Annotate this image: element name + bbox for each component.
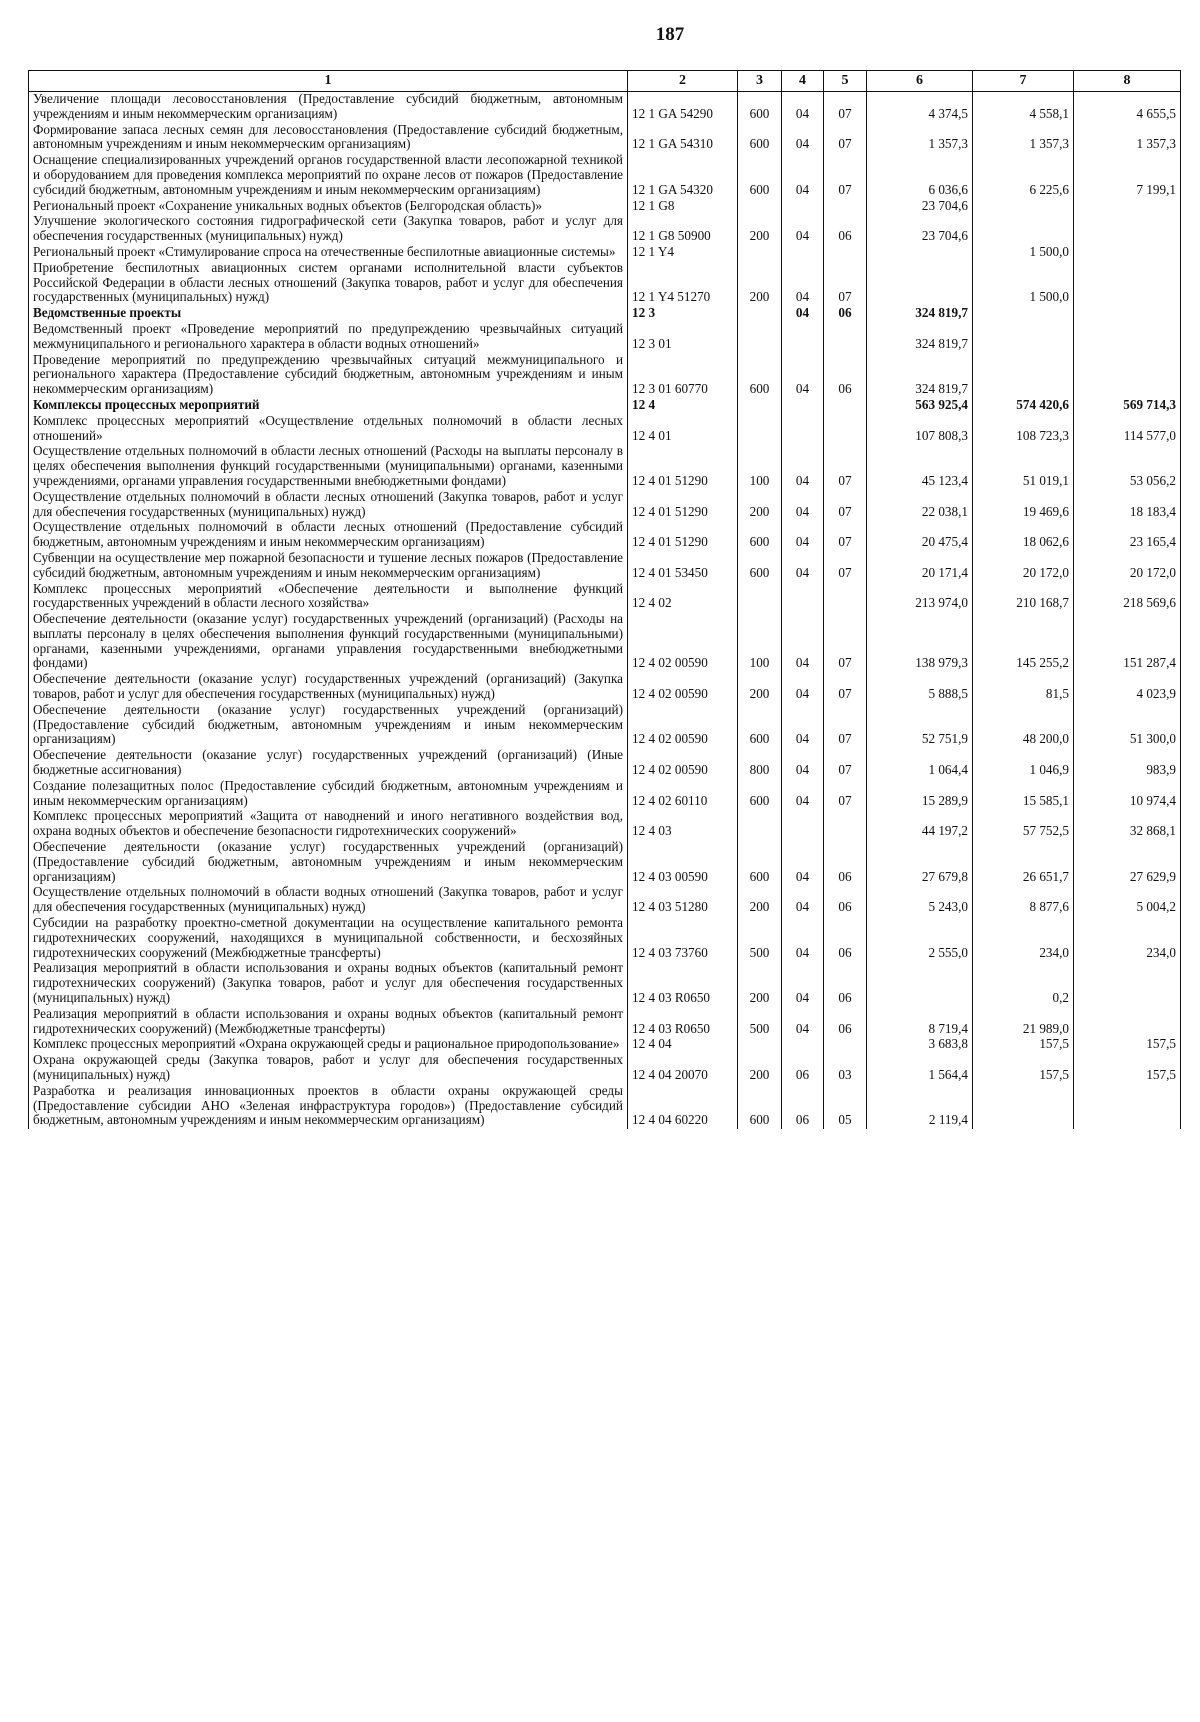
expense-type-cell: 600	[738, 123, 782, 154]
row-name-cell: Ведомственный проект «Проведение мероприятий по предупреждению чрезвычайных ситуаций межмуниципального и регионального характера в области водных отношений»	[29, 322, 628, 353]
subsection-cell: 07	[824, 703, 867, 748]
amount-year-3-cell	[1074, 261, 1181, 306]
target-code-cell: 12 1 G8	[628, 199, 738, 215]
row-name-cell: Субвенции на осуществление мер пожарной безопасности и тушение лесных пожаров (Предоставление субсидий бюджетным, автономным учреждениям и иным некоммерческим организациям)	[29, 551, 628, 582]
target-code-cell: 12 4 01	[628, 414, 738, 445]
amount-year-2-cell: 18 062,6	[973, 520, 1074, 551]
column-header: 4	[782, 71, 824, 92]
amount-year-2-cell: 4 558,1	[973, 92, 1074, 123]
amount-year-2-cell: 20 172,0	[973, 551, 1074, 582]
amount-year-3-cell: 569 714,3	[1074, 398, 1181, 414]
expense-type-cell	[738, 1037, 782, 1053]
amount-year-1-cell: 15 289,9	[867, 779, 973, 810]
table-row	[29, 490, 1181, 521]
target-code-cell: 12 3 01	[628, 322, 738, 353]
row-name-cell: Разработка и реализация инновационных проектов в области охраны окружающей среды (Предоставление субсидии АНО «Зеленая инфраструктура городов») (Предоставление субсидий бюджетным, автономным учреждениям и иным некоммерческим организациям)	[29, 1084, 628, 1129]
section-cell	[782, 398, 824, 414]
amount-year-1-cell: 138 979,3	[867, 612, 973, 672]
amount-year-1-cell: 4 374,5	[867, 92, 973, 123]
amount-year-1-cell: 20 171,4	[867, 551, 973, 582]
subsection-cell: 06	[824, 840, 867, 885]
amount-year-3-cell	[1074, 1084, 1181, 1129]
table-row	[29, 520, 1181, 551]
table-body	[29, 92, 1181, 1130]
table-row	[29, 261, 1181, 306]
section-cell: 04	[782, 92, 824, 123]
subsection-cell: 06	[824, 214, 867, 245]
table-row	[29, 582, 1181, 613]
amount-year-2-cell: 26 651,7	[973, 840, 1074, 885]
expense-type-cell: 600	[738, 153, 782, 198]
amount-year-3-cell: 23 165,4	[1074, 520, 1181, 551]
expense-type-cell: 200	[738, 1053, 782, 1084]
expense-type-cell: 600	[738, 703, 782, 748]
amount-year-2-cell	[973, 353, 1074, 398]
amount-year-2-cell: 1 357,3	[973, 123, 1074, 154]
amount-year-2-cell	[973, 322, 1074, 353]
amount-year-1-cell: 6 036,6	[867, 153, 973, 198]
subsection-cell: 07	[824, 490, 867, 521]
target-code-cell: 12 4 04	[628, 1037, 738, 1053]
target-code-cell: 12 1 Y4 51270	[628, 261, 738, 306]
amount-year-2-cell: 51 019,1	[973, 444, 1074, 489]
table-row	[29, 612, 1181, 672]
subsection-cell: 07	[824, 153, 867, 198]
expense-type-cell: 500	[738, 916, 782, 961]
section-cell: 04	[782, 612, 824, 672]
row-name-cell: Обеспечение деятельности (оказание услуг) государственных учреждений (организаций) (Расходы на выплаты персоналу в целях обеспечения выполнения функций государственными (муниципальными) органами, казенными учреждениями, органами управления государственными внебюджетными фондами)	[29, 612, 628, 672]
amount-year-2-cell: 57 752,5	[973, 809, 1074, 840]
section-cell: 04	[782, 703, 824, 748]
amount-year-2-cell: 574 420,6	[973, 398, 1074, 414]
column-header: 6	[867, 71, 973, 92]
table-row	[29, 1007, 1181, 1038]
row-name-cell: Оснащение специализированных учреждений органов государственной власти лесопожарной техникой и оборудованием для проведения комплекса мероприятий по охране лесов от пожаров (Предоставление субсидий бюджетным, автономным учреждениям и иным некоммерческим организациям)	[29, 153, 628, 198]
amount-year-1-cell: 324 819,7	[867, 353, 973, 398]
table-row	[29, 840, 1181, 885]
amount-year-1-cell: 2 119,4	[867, 1084, 973, 1129]
amount-year-1-cell: 563 925,4	[867, 398, 973, 414]
row-name-cell: Комплексы процессных мероприятий	[29, 398, 628, 414]
section-cell	[782, 199, 824, 215]
subsection-cell: 06	[824, 885, 867, 916]
row-name-cell: Создание полезащитных полос (Предоставление субсидий бюджетным, автономным учреждениям и иным некоммерческим организациям)	[29, 779, 628, 810]
row-name-cell: Обеспечение деятельности (оказание услуг) государственных учреждений (организаций) (Предоставление субсидий бюджетным, автономным учреждениям и иным некоммерческим организациям)	[29, 703, 628, 748]
amount-year-1-cell: 27 679,8	[867, 840, 973, 885]
subsection-cell	[824, 398, 867, 414]
expense-type-cell: 200	[738, 885, 782, 916]
amount-year-3-cell: 32 868,1	[1074, 809, 1181, 840]
section-cell	[782, 322, 824, 353]
amount-year-2-cell: 1 046,9	[973, 748, 1074, 779]
amount-year-1-cell: 44 197,2	[867, 809, 973, 840]
section-cell	[782, 582, 824, 613]
amount-year-1-cell: 5 888,5	[867, 672, 973, 703]
subsection-cell: 05	[824, 1084, 867, 1129]
amount-year-3-cell: 20 172,0	[1074, 551, 1181, 582]
target-code-cell: 12 1 Y4	[628, 245, 738, 261]
subsection-cell	[824, 1037, 867, 1053]
target-code-cell: 12 4 01 53450	[628, 551, 738, 582]
amount-year-2-cell	[973, 199, 1074, 215]
row-name-cell: Осуществление отдельных полномочий в области лесных отношений (Предоставление субсидий бюджетным, автономным учреждениям и иным некоммерческим организациям)	[29, 520, 628, 551]
section-cell: 04	[782, 353, 824, 398]
section-cell: 04	[782, 748, 824, 779]
expense-type-cell	[738, 199, 782, 215]
amount-year-3-cell	[1074, 245, 1181, 261]
amount-year-3-cell: 983,9	[1074, 748, 1181, 779]
budget-table	[28, 70, 1181, 1129]
expense-type-cell	[738, 398, 782, 414]
section-cell: 04	[782, 306, 824, 322]
row-name-cell: Осуществление отдельных полномочий в области лесных отношений (Расходы на выплаты персоналу в целях обеспечения выполнения функций государственными (муниципальными) органами, казенными учреждениями, органами управления государственными внебюджетными фондами)	[29, 444, 628, 489]
amount-year-3-cell: 1 357,3	[1074, 123, 1181, 154]
target-code-cell: 12 4 04 60220	[628, 1084, 738, 1129]
amount-year-2-cell: 0,2	[973, 961, 1074, 1006]
amount-year-3-cell: 4 023,9	[1074, 672, 1181, 703]
subsection-cell	[824, 809, 867, 840]
target-code-cell: 12 3	[628, 306, 738, 322]
subsection-cell	[824, 582, 867, 613]
target-code-cell: 12 4 01 51290	[628, 490, 738, 521]
amount-year-2-cell: 108 723,3	[973, 414, 1074, 445]
table-row	[29, 1084, 1181, 1129]
section-cell: 04	[782, 123, 824, 154]
amount-year-1-cell: 324 819,7	[867, 322, 973, 353]
subsection-cell	[824, 414, 867, 445]
expense-type-cell	[738, 322, 782, 353]
expense-type-cell	[738, 582, 782, 613]
table-row	[29, 703, 1181, 748]
section-cell: 04	[782, 261, 824, 306]
expense-type-cell	[738, 809, 782, 840]
table-row	[29, 809, 1181, 840]
section-cell: 06	[782, 1084, 824, 1129]
table-row	[29, 779, 1181, 810]
amount-year-3-cell: 5 004,2	[1074, 885, 1181, 916]
table-row	[29, 214, 1181, 245]
row-name-cell: Комплекс процессных мероприятий «Обеспечение деятельности и выполнение функций государственных учреждений в области лесного хозяйства»	[29, 582, 628, 613]
amount-year-1-cell: 20 475,4	[867, 520, 973, 551]
expense-type-cell: 600	[738, 840, 782, 885]
row-name-cell: Формирование запаса лесных семян для лесовосстановления (Предоставление субсидий бюджетным, автономным учреждениям и иным некоммерческим организациям)	[29, 123, 628, 154]
expense-type-cell: 600	[738, 779, 782, 810]
section-cell: 04	[782, 490, 824, 521]
target-code-cell: 12 4 03 73760	[628, 916, 738, 961]
subsection-cell: 03	[824, 1053, 867, 1084]
table-row	[29, 885, 1181, 916]
amount-year-2-cell: 157,5	[973, 1053, 1074, 1084]
amount-year-3-cell: 18 183,4	[1074, 490, 1181, 521]
subsection-cell: 07	[824, 92, 867, 123]
row-name-cell: Осуществление отдельных полномочий в области водных отношений (Закупка товаров, работ и услуг для обеспечения государственных (муниципальных) нужд)	[29, 885, 628, 916]
amount-year-3-cell	[1074, 322, 1181, 353]
expense-type-cell: 200	[738, 490, 782, 521]
column-header: 5	[824, 71, 867, 92]
table-row	[29, 414, 1181, 445]
target-code-cell: 12 1 GA 54320	[628, 153, 738, 198]
subsection-cell	[824, 245, 867, 261]
amount-year-2-cell: 21 989,0	[973, 1007, 1074, 1038]
table-row	[29, 672, 1181, 703]
target-code-cell: 12 4 02 00590	[628, 672, 738, 703]
row-name-cell: Комплекс процессных мероприятий «Охрана окружающей среды и рациональное природопользование»	[29, 1037, 628, 1053]
target-code-cell: 12 1 GA 54290	[628, 92, 738, 123]
target-code-cell: 12 4 02 00590	[628, 612, 738, 672]
target-code-cell: 12 4 02 00590	[628, 748, 738, 779]
expense-type-cell	[738, 414, 782, 445]
expense-type-cell: 100	[738, 444, 782, 489]
table-row	[29, 199, 1181, 215]
amount-year-3-cell: 157,5	[1074, 1053, 1181, 1084]
subsection-cell: 06	[824, 306, 867, 322]
table-row	[29, 353, 1181, 398]
amount-year-3-cell	[1074, 214, 1181, 245]
amount-year-1-cell: 1 064,4	[867, 748, 973, 779]
amount-year-3-cell	[1074, 353, 1181, 398]
column-header: 1	[29, 71, 628, 92]
amount-year-1-cell: 2 555,0	[867, 916, 973, 961]
section-cell: 04	[782, 551, 824, 582]
row-name-cell: Региональный проект «Сохранение уникальных водных объектов (Белгородская область)»	[29, 199, 628, 215]
subsection-cell: 07	[824, 551, 867, 582]
row-name-cell: Реализация мероприятий в области использования и охраны водных объектов (капитальный ремонт гидротехнических сооружений) (Межбюджетные трансферты)	[29, 1007, 628, 1038]
amount-year-3-cell: 157,5	[1074, 1037, 1181, 1053]
target-code-cell: 12 4 03 00590	[628, 840, 738, 885]
expense-type-cell: 600	[738, 353, 782, 398]
row-name-cell: Ведомственные проекты	[29, 306, 628, 322]
target-code-cell: 12 4 03 R0650	[628, 961, 738, 1006]
amount-year-3-cell: 10 974,4	[1074, 779, 1181, 810]
subsection-cell	[824, 322, 867, 353]
row-name-cell: Комплекс процессных мероприятий «Защита от наводнений и иного негативного воздействия вод, охрана водных объектов и обеспечение безопасности гидротехнических сооружений»	[29, 809, 628, 840]
target-code-cell: 12 4 03	[628, 809, 738, 840]
amount-year-3-cell: 218 569,6	[1074, 582, 1181, 613]
amount-year-2-cell: 81,5	[973, 672, 1074, 703]
column-header: 3	[738, 71, 782, 92]
expense-type-cell: 600	[738, 1084, 782, 1129]
amount-year-1-cell: 1 357,3	[867, 123, 973, 154]
amount-year-1-cell: 22 038,1	[867, 490, 973, 521]
table-row	[29, 322, 1181, 353]
section-cell: 04	[782, 444, 824, 489]
amount-year-2-cell: 6 225,6	[973, 153, 1074, 198]
table-row	[29, 92, 1181, 123]
amount-year-2-cell: 145 255,2	[973, 612, 1074, 672]
amount-year-1-cell: 52 751,9	[867, 703, 973, 748]
amount-year-1-cell	[867, 261, 973, 306]
target-code-cell: 12 1 G8 50900	[628, 214, 738, 245]
target-code-cell: 12 4 03 51280	[628, 885, 738, 916]
target-code-cell: 12 3 01 60770	[628, 353, 738, 398]
subsection-cell: 07	[824, 672, 867, 703]
table-row	[29, 444, 1181, 489]
target-code-cell: 12 4 02	[628, 582, 738, 613]
section-cell	[782, 1037, 824, 1053]
amount-year-2-cell: 48 200,0	[973, 703, 1074, 748]
amount-year-1-cell	[867, 245, 973, 261]
expense-type-cell: 100	[738, 612, 782, 672]
expense-type-cell: 600	[738, 520, 782, 551]
amount-year-2-cell	[973, 214, 1074, 245]
expense-type-cell: 200	[738, 672, 782, 703]
target-code-cell: 12 4 01 51290	[628, 444, 738, 489]
column-header: 8	[1074, 71, 1181, 92]
target-code-cell: 12 4 01 51290	[628, 520, 738, 551]
table-row	[29, 961, 1181, 1006]
subsection-cell: 07	[824, 444, 867, 489]
section-cell: 04	[782, 961, 824, 1006]
amount-year-3-cell	[1074, 306, 1181, 322]
row-name-cell: Субсидии на разработку проектно-сметной документации на осуществление капитального ремонта гидротехнических сооружений, находящихся в муниципальной собственности, и бесхозяйных гидротехнических сооружений (Межбюджетные трансферты)	[29, 916, 628, 961]
target-code-cell: 12 4	[628, 398, 738, 414]
row-name-cell: Увеличение площади лесовосстановления (Предоставление субсидий бюджетным, автономным учреждениям и иным некоммерческим организациям)	[29, 92, 628, 123]
expense-type-cell: 200	[738, 961, 782, 1006]
subsection-cell: 06	[824, 353, 867, 398]
row-name-cell: Комплекс процессных мероприятий «Осуществление отдельных полномочий в области лесных отношений»	[29, 414, 628, 445]
section-cell: 04	[782, 779, 824, 810]
expense-type-cell: 600	[738, 551, 782, 582]
subsection-cell: 06	[824, 1007, 867, 1038]
column-header: 7	[973, 71, 1074, 92]
amount-year-2-cell: 1 500,0	[973, 261, 1074, 306]
amount-year-1-cell: 23 704,6	[867, 214, 973, 245]
target-code-cell: 12 4 03 R0650	[628, 1007, 738, 1038]
amount-year-1-cell: 8 719,4	[867, 1007, 973, 1038]
subsection-cell: 06	[824, 961, 867, 1006]
amount-year-2-cell: 234,0	[973, 916, 1074, 961]
table-row	[29, 1053, 1181, 1084]
subsection-cell: 07	[824, 520, 867, 551]
subsection-cell	[824, 199, 867, 215]
target-code-cell: 12 1 GA 54310	[628, 123, 738, 154]
row-name-cell: Улучшение экологического состояния гидрографической сети (Закупка товаров, работ и услуг для обеспечения государственных (муниципальных) нужд)	[29, 214, 628, 245]
table-row	[29, 916, 1181, 961]
amount-year-1-cell: 5 243,0	[867, 885, 973, 916]
target-code-cell: 12 4 02 60110	[628, 779, 738, 810]
column-header: 2	[628, 71, 738, 92]
amount-year-3-cell: 27 629,9	[1074, 840, 1181, 885]
amount-year-2-cell	[973, 1084, 1074, 1129]
subsection-cell: 07	[824, 779, 867, 810]
amount-year-3-cell: 4 655,5	[1074, 92, 1181, 123]
expense-type-cell: 200	[738, 261, 782, 306]
row-name-cell: Региональный проект «Стимулирование спроса на отечественные беспилотные авиационные системы»	[29, 245, 628, 261]
expense-type-cell: 800	[738, 748, 782, 779]
amount-year-3-cell	[1074, 1007, 1181, 1038]
amount-year-2-cell: 157,5	[973, 1037, 1074, 1053]
page-number: 187	[655, 24, 685, 45]
amount-year-1-cell: 324 819,7	[867, 306, 973, 322]
section-cell: 04	[782, 520, 824, 551]
amount-year-3-cell	[1074, 961, 1181, 1006]
amount-year-1-cell: 1 564,4	[867, 1053, 973, 1084]
expense-type-cell	[738, 245, 782, 261]
amount-year-2-cell	[973, 306, 1074, 322]
amount-year-1-cell: 107 808,3	[867, 414, 973, 445]
table-row	[29, 153, 1181, 198]
amount-year-2-cell: 19 469,6	[973, 490, 1074, 521]
expense-type-cell	[738, 306, 782, 322]
subsection-cell: 07	[824, 748, 867, 779]
section-cell: 04	[782, 1007, 824, 1038]
amount-year-3-cell: 151 287,4	[1074, 612, 1181, 672]
table-row	[29, 748, 1181, 779]
row-name-cell: Обеспечение деятельности (оказание услуг) государственных учреждений (организаций) (Предоставление субсидий бюджетным, автономным учреждениям и иным некоммерческим организациям)	[29, 840, 628, 885]
row-name-cell: Обеспечение деятельности (оказание услуг) государственных учреждений (организаций) (Иные бюджетные ассигнования)	[29, 748, 628, 779]
section-cell: 04	[782, 672, 824, 703]
row-name-cell: Реализация мероприятий в области использования и охраны водных объектов (капитальный ремонт гидротехнических сооружений) (Закупка товаров, работ и услуг для обеспечения государственных (муниципальных) нужд)	[29, 961, 628, 1006]
expense-type-cell: 500	[738, 1007, 782, 1038]
target-code-cell: 12 4 04 20070	[628, 1053, 738, 1084]
table-row	[29, 123, 1181, 154]
amount-year-3-cell: 7 199,1	[1074, 153, 1181, 198]
expense-type-cell: 200	[738, 214, 782, 245]
subsection-cell: 06	[824, 916, 867, 961]
subsection-cell: 07	[824, 612, 867, 672]
section-cell	[782, 245, 824, 261]
section-cell: 04	[782, 916, 824, 961]
table-row	[29, 245, 1181, 261]
amount-year-1-cell: 23 704,6	[867, 199, 973, 215]
amount-year-2-cell: 210 168,7	[973, 582, 1074, 613]
table-row	[29, 1037, 1181, 1053]
target-code-cell: 12 4 02 00590	[628, 703, 738, 748]
row-name-cell: Осуществление отдельных полномочий в области лесных отношений (Закупка товаров, работ и услуг для обеспечения государственных (муниципальных) нужд)	[29, 490, 628, 521]
amount-year-1-cell: 45 123,4	[867, 444, 973, 489]
amount-year-2-cell: 1 500,0	[973, 245, 1074, 261]
amount-year-1-cell	[867, 961, 973, 1006]
row-name-cell: Приобретение беспилотных авиационных систем органами исполнительной власти субъектов Российской Федерации в области лесных отношений (Закупка товаров, работ и услуг для обеспечения государственных (муниципальных) нужд)	[29, 261, 628, 306]
section-cell: 04	[782, 840, 824, 885]
amount-year-2-cell: 15 585,1	[973, 779, 1074, 810]
amount-year-3-cell: 114 577,0	[1074, 414, 1181, 445]
section-cell	[782, 809, 824, 840]
section-cell: 04	[782, 153, 824, 198]
table-row	[29, 551, 1181, 582]
table-header-row	[29, 71, 1181, 92]
amount-year-3-cell	[1074, 199, 1181, 215]
amount-year-1-cell: 213 974,0	[867, 582, 973, 613]
amount-year-3-cell: 234,0	[1074, 916, 1181, 961]
row-name-cell: Обеспечение деятельности (оказание услуг) государственных учреждений (организаций) (Закупка товаров, работ и услуг для обеспечения государственных (муниципальных) нужд)	[29, 672, 628, 703]
section-cell: 04	[782, 885, 824, 916]
section-cell: 06	[782, 1053, 824, 1084]
row-name-cell: Охрана окружающей среды (Закупка товаров, работ и услуг для обеспечения государственных (муниципальных) нужд)	[29, 1053, 628, 1084]
subsection-cell: 07	[824, 261, 867, 306]
amount-year-3-cell: 51 300,0	[1074, 703, 1181, 748]
table-row	[29, 306, 1181, 322]
section-cell: 04	[782, 214, 824, 245]
table-row	[29, 398, 1181, 414]
subsection-cell: 07	[824, 123, 867, 154]
amount-year-3-cell: 53 056,2	[1074, 444, 1181, 489]
amount-year-2-cell: 8 877,6	[973, 885, 1074, 916]
row-name-cell: Проведение мероприятий по предупреждению чрезвычайных ситуаций межмуниципального и регионального характера (Предоставление субсидий бюджетным, автономным учреждениям и иным некоммерческим организациям)	[29, 353, 628, 398]
section-cell	[782, 414, 824, 445]
expense-type-cell: 600	[738, 92, 782, 123]
amount-year-1-cell: 3 683,8	[867, 1037, 973, 1053]
